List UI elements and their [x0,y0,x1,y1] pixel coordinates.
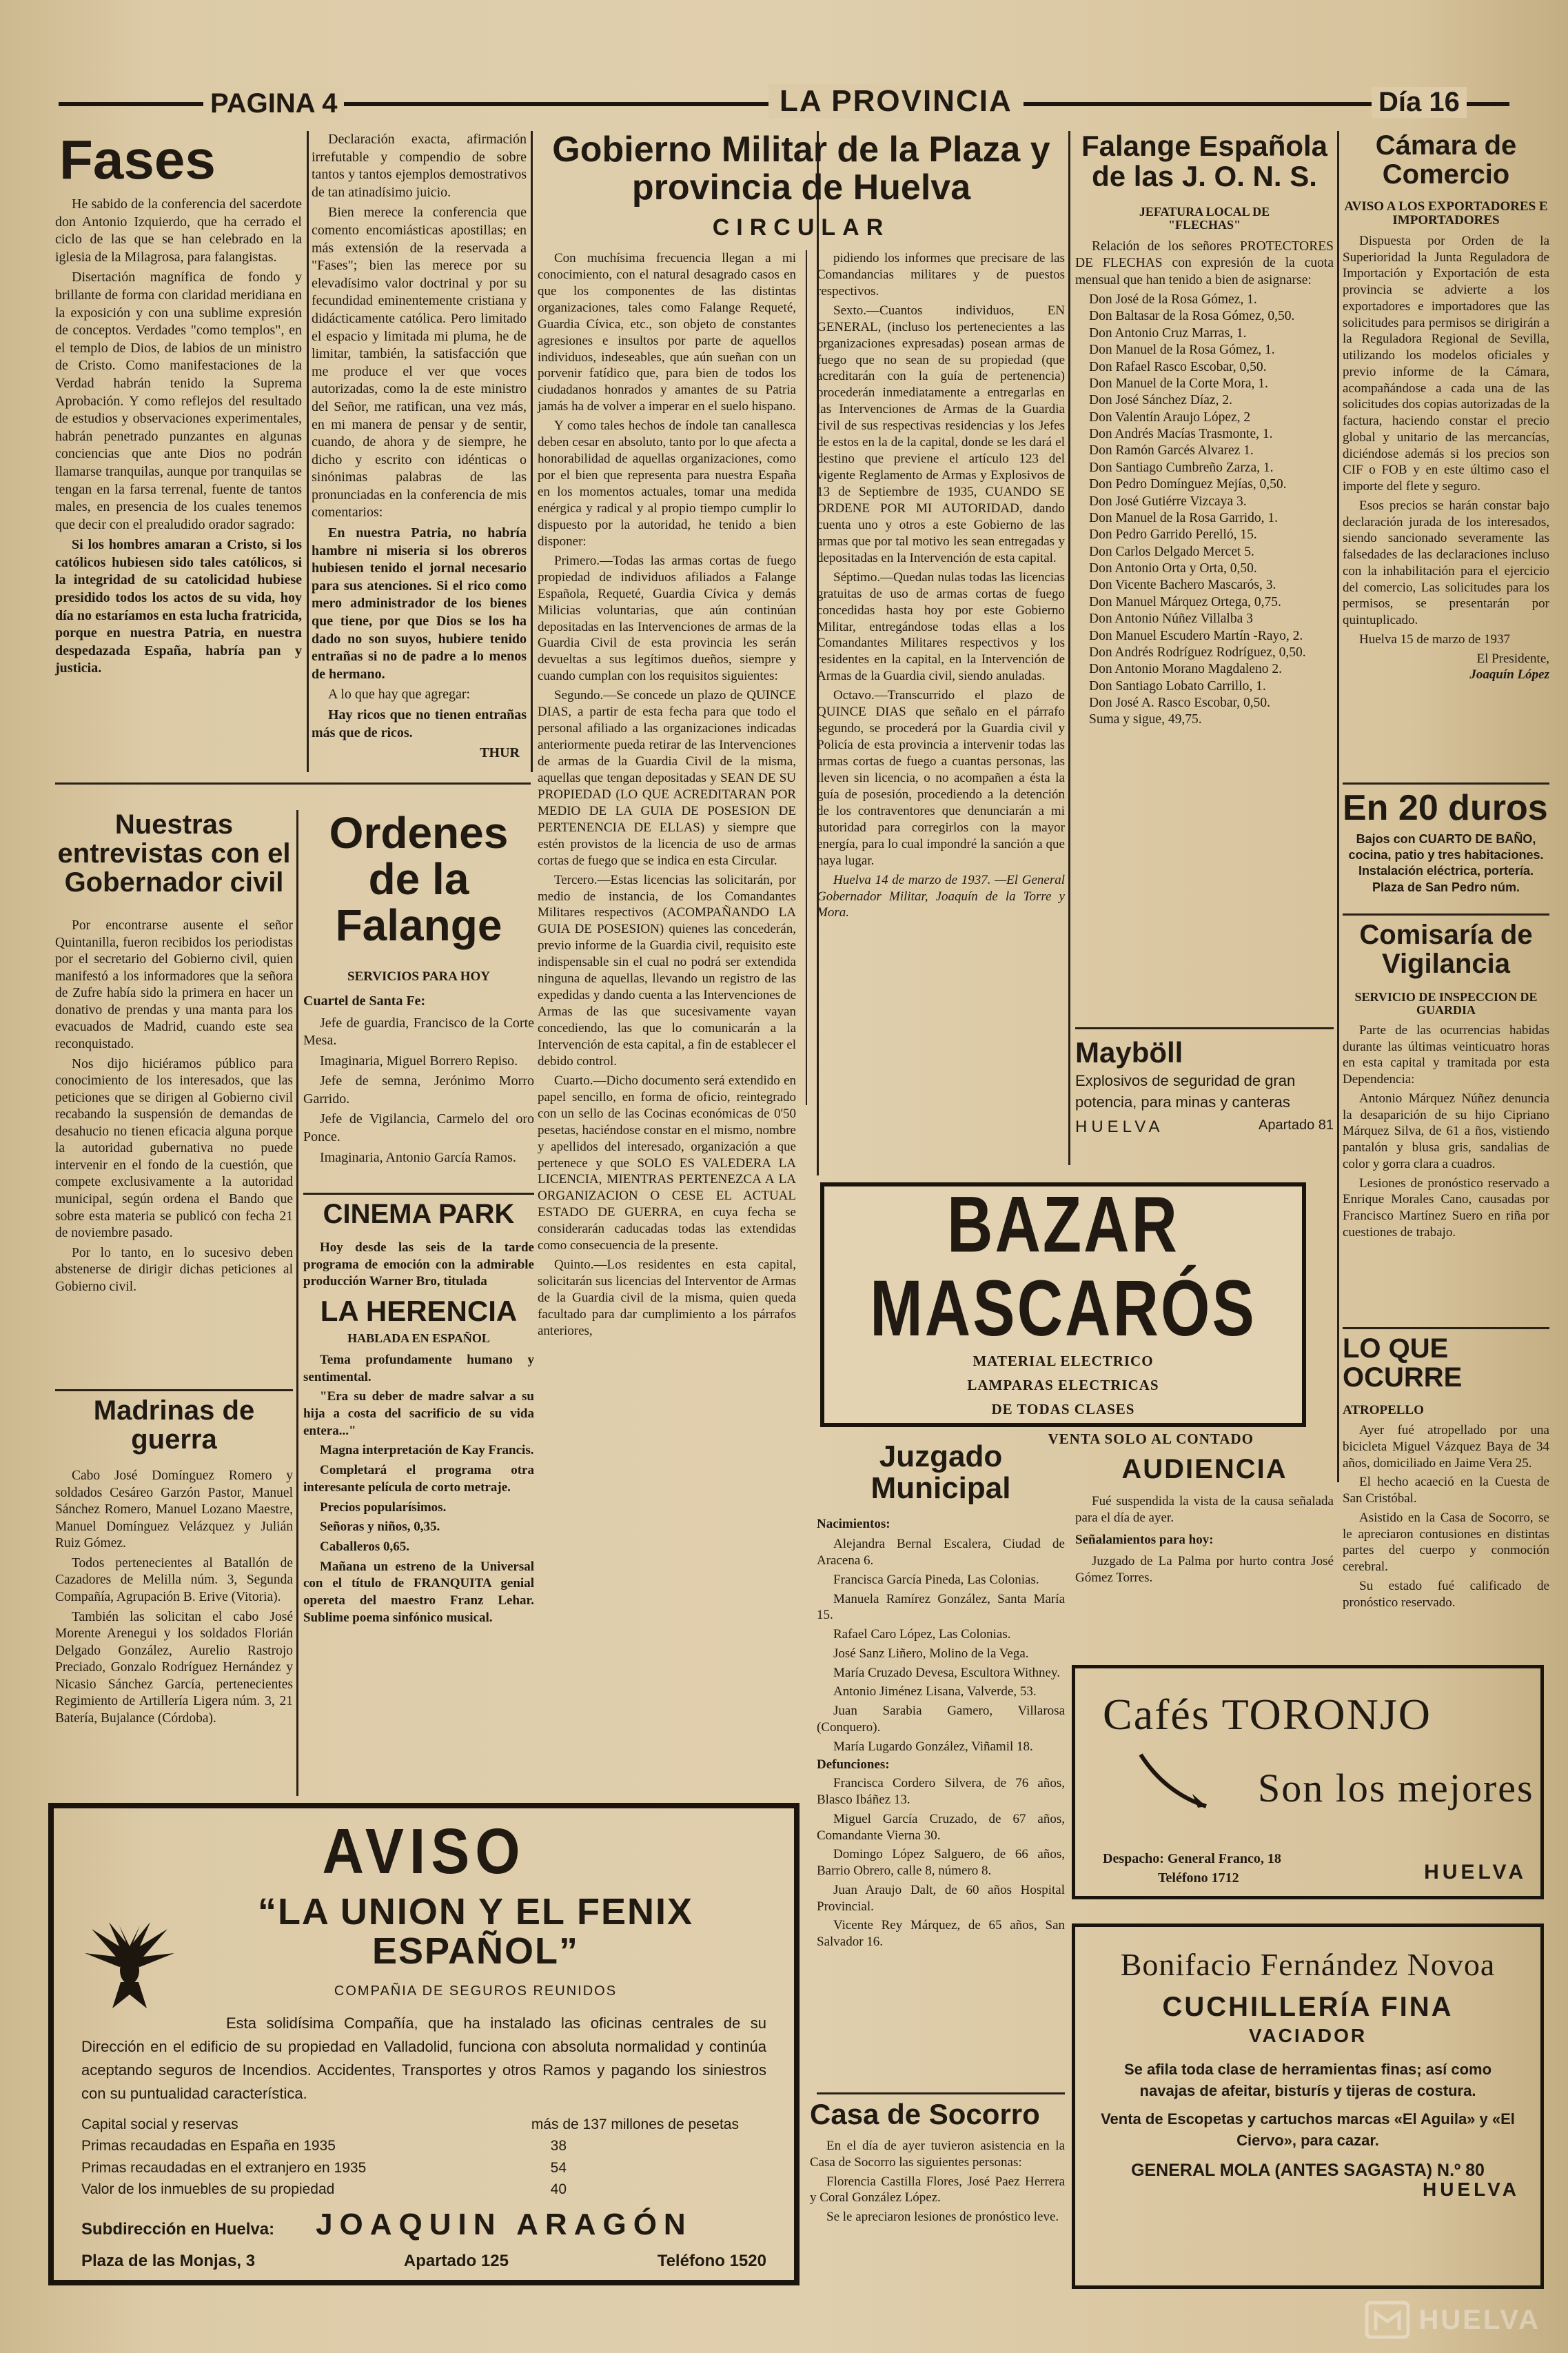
masthead-title: LA PROVINCIA [768,84,1024,119]
aviso-row-label: Primas recaudadas en el extranjero en 1935 [81,2159,367,2176]
cinema-paragraph: Caballeros 0,65. [320,1539,410,1554]
seal-icon [1363,2299,1412,2341]
mayboll-ad [1075,1038,1334,1165]
watermark-text: HUELVA [1418,2304,1540,2335]
audiencia-article [1075,1441,1334,1648]
comisaria-title: Comisaría de Vigilancia [1359,920,1533,979]
madrinas-title: Madrinas de guerra [93,1395,255,1455]
comisaria-paragraph: Antonio Márquez Núñez denuncia la desaparición de su hijo Cipriano Márquez Silva, de 61 a ños, vistiendo pantalón y blusa gris, sandalias de color y gorra clara a cuadros. [1343,1091,1549,1171]
audiencia-paragraph: Fué suspendida la vista de la causa señalada para el día de ayer. [1075,1494,1334,1525]
circular-subtitle: CIRCULAR [712,214,890,241]
fases-bold-paragraph: Si los hombres amaran a Cristo, si los católicos hubiesen sido tales católicos, si la integridad de su catolicidad hubiese presidido todos los actos de su vida, hoy día no estaríamos en esta lucha fratricida, porque en nuestra Patria, en nuestra despedazada España, habría pan y justicia. [55,537,302,676]
bonifacio-text: Se afila toda clase de herramientas finas; así como navajas de afeitar, bisturís y tijeras de costura. [1123,2061,1492,2100]
circular-paragraph: pidiendo los informes que precisare de las Comandancias militares y de puestos respectivos. [817,250,1065,299]
toronjo-slogan: Son los mejores [1258,1766,1534,1810]
list-item: María Lugardo González, Viñamil 18. [833,1739,1033,1754]
ordenes-item: Jefe de Vigilancia, Carmelo del oro Ponce. [303,1111,534,1145]
aviso-row [81,2179,766,2201]
gobierno-col1 [538,250,796,1342]
list-item: Rafael Caro López, Las Colonias. [833,1627,1011,1642]
mayboll-text: Explosivos de seguridad de gran potencia, para minas y canteras [1075,1072,1296,1111]
ordenes-subtitle: SERVICIOS PARA HOY [347,969,490,984]
date-label: Día 16 [1372,87,1467,118]
aviso-row-value: más de 137 millones de pesetas [531,2116,739,2132]
camara-paragraph: Dispuesta por Orden de la Superioridad la Junta Reguladora de Importación y Exportación de esta provincia se advierte a los exportadores e importadores que las solicitudes para permisos se dirigirán a la Reguladora Regional de Sevilla, utilizando los modelos oficiales y previo informe de la Cámara, acompañándose a cada una de las solicitudes dos copias autorizadas de la factura, haciendo constar el precio global y unitario de las mercancías, diciéndose además si los precios son CIF o FOB y en este último caso el importe del flete y seguro. [1343,233,1549,494]
section-rule [817,2092,1065,2094]
cinema-paragraph: Completará el programa otra interesante película de corto metraje. [303,1463,534,1495]
list-item: María Cruzado Devesa, Escultora Withney. [833,1665,1060,1680]
aviso-row-label: Primas recaudadas en España en 1935 [81,2138,336,2154]
cinema-paragraph: Señoras y niños, 0,35. [320,1519,440,1535]
list-item: Don José de la Rosa Gómez, 1. [1089,292,1257,307]
nacimientos-label: Nacimientos: [817,1517,890,1532]
list-item: Don Antonio Cruz Marras, 1. [1089,325,1247,341]
fases-cont-paragraph: Bien merece la conferencia que comento encomiásticas apostillas; en más extensión de la reservada a "Fases"; bien las merece por su elevadísimo valor doctrinal y por su fecundidad eminentemente cristiana y didácticamente católica. Pero limitado el espacio y limitada mi pluma, he de limitar, también, la satisfacción que me produce el ver que voces autorizadas, como la de este ministro del Señor, me ratifican, una vez más, en mi manera de pensar y de sentir, cuando, de ahora y de siempre, he dicho y escrito con idénticas o sinónimas palabras de las pronunciadas en la conferencia de mis comentarios: [312,205,527,521]
circular-paragraph: Segundo.—Se concede un plazo de QUINCE DIAS, a partir de esta fecha para que todo el personal afiliado a las organizaciones indicadas anteriormente pueda retirar de las Intervenciones de armas de la Guardia Civil de la misma, aquellas que tengan depositadas y SEAN DE SU PROPIEDAD (LO QUE ACREDITARAN POR MEDIO DE LA GUIA DE POSESION DE PERTENENCIA DE ELLAS) y siempre que estén provistos de la licencia de uso de armas cortas de fuego que se indica en esta Circular. [538,688,796,868]
circular-paragraph: Séptimo.—Quedan nulas todas las licencias gratuitas de uso de armas cortas de fuego concedidas hasta hoy por este Gobierno Militar, entregándose todas ellas a los Comandantes Militares respectivos y los residentes en la capital, en la Intervención de Armas de la Guardia civil, siendo anuladas. [817,569,1065,684]
camara-date: Huelva 15 de marzo de 1937 [1359,632,1510,647]
entrevistas-paragraph: Nos dijo hiciéramos público para conocimiento de los interesados, que las peticiones que se dirigen al Gobierno civil recabando la suspensión de demandas de desahucio no tienen eficacia alguna porque la autoridad gubernativa no puede intervenir en el fondo de la cuestión, que compete exclusivamente a la autoridad municipal, según ordena el Bando que sobre esta materia se publicó con fecha 21 de noviembre pasado. [55,1056,293,1241]
circular-signature: Huelva 14 de marzo de 1937. —El General Gobernador Militar, Joaquín de la Torre y Mora. [817,872,1065,920]
camara-title: Cámara de Comercio [1375,130,1517,190]
cinema-park-ad [303,1200,534,1806]
socorro-article [810,2099,1065,2289]
list-item: Don Antonio Morano Magdaleno 2. [1089,662,1283,677]
aviso-sub-label: Subdirección en Huelva: [81,2219,275,2239]
masthead [59,84,1509,125]
socorro-paragraph: En el día de ayer tuvieron asistencia en la Casa de Socorro las siguientes personas: [810,2139,1065,2170]
ordenes-item: Imaginaria, Miguel Borrero Repiso. [320,1053,518,1069]
list-item: Don Ramón Garcés Alvarez 1. [1089,443,1254,458]
bonifacio-city: HUELVA [1423,2178,1520,2200]
comisaria-subtitle: SERVICIO DE INSPECCION DE GUARDIA [1354,990,1538,1017]
fases-paragraph: Disertación magnífica de fondo y brillante de forma con claridad meridiana en la exposición y con una sublime expresión de conceptos. Verdades "como templos", en el templo de Dios, de labios de un ministro de Cristo. Como manifestaciones de la Verdad habrán tenido la Suprema Aprobación. Y como reflejos del resultado de estudios y observaciones experimentales, habrán penetrado punzantes en algunas conciencias que ante Dios no podrán llamarse tranquilas, aunque por tranquilas se tengan en la farsa terrenal, fuente de tantos males, en presencia de los cuales tenemos que decir con el prealudido orador sagrado: [55,270,302,532]
circular-paragraph: Sexto.—Cuantos individuos, EN GENERAL, (incluso los pertenecientes a las organizaciones expresadas) posean armas de fuego que no sean de su propiedad (que acreditarán con la guía de pertenencia) procederán inmediatamente a entregarlas en las Intervenciones de Armas de la Guardia civil de sus respectivas residencias y los Jefes de estos en la de la capital, donde se les dará el destino que previene el artículo 123 del vigente Reglamento de Armas y Explosivos de 13 de Septiembre de 1935, CUANDO SE ORDENE POR MI AUTORIDAD, dando cuenta uno y otros a este Gobierno de las armas que por tal motivo les sean entregadas y depositadas en la Intervención de esta capital. [817,303,1065,565]
ordenes-item: Jefe de guardia, Francisco de la Corte Mesa. [303,1015,534,1049]
falange-intro: Relación de los señores PROTECTORES DE FLECHAS con expresión de la cuota mensual que han tenido a bien de asignarse: [1075,239,1334,287]
list-item: Don José A. Rasco Escobar, 0,50. [1089,696,1270,711]
fases-signature: THUR [480,745,520,761]
cinema-title: CINEMA PARK [323,1199,515,1229]
ocurre-paragraph: Ayer fué atropellado por una bicicleta Miguel Vázquez Baya de 34 años, domiciliado en Jaime Vera 25. [1343,1423,1549,1471]
falange-total: Suma y sigue, 49,75. [1089,712,1202,727]
audiencia-label: Señalamientos para hoy: [1075,1532,1214,1547]
mayboll-name: Mayböll [1075,1036,1183,1069]
fases-cont-bold: Hay ricos que no tienen entrañas más que de ricos. [312,707,527,740]
juzgado-article [817,1441,1065,2082]
aviso-sub-name: JOAQUIN ARAGÓN [316,2207,693,2241]
list-item: Don Andrés Rodríguez Rodríguez, 0,50. [1089,645,1306,660]
list-item: Manuela Ramírez González, Santa María 15. [817,1591,1065,1623]
cinema-intro: Hoy desde las seis de la tarde programa de emoción con la admirable producción Warner Bro, titulada [303,1240,534,1289]
aviso-title: AVISO [322,1815,526,1887]
list-item: Don Vicente Bachero Mascarós, 3. [1089,578,1276,593]
section-rule [1075,1027,1334,1029]
entrevistas-paragraph: Por lo tanto, en lo sucesivo deben abstenerse de dirigir dichas peticiones al Gobierno civil. [55,1245,293,1294]
aviso-subtitle: COMPAÑIA DE SEGUROS REUNIDOS [334,1983,618,1999]
aviso-row-value: 38 [550,2138,567,2154]
toronjo-brand: Cafés TORONJO [1103,1690,1432,1739]
list-item: Don Antonio Orta y Orta, 0,50. [1089,561,1257,576]
list-item: Juan Araujo Dalt, de 60 años Hospital Provincial. [817,1882,1065,1914]
ocurre-subtitle: ATROPELLO [1343,1403,1424,1417]
fases-cont-line: A lo que hay que agregar: [328,687,471,703]
aviso-phone: Teléfono 1520 [657,2251,766,2270]
circular-paragraph: Tercero.—Estas licencias las solicitarán, por medio de instancia, de los Comandantes Militares respectivos (ACOMPAÑANDO LA GUIA DE POSESION) quienes las concederán, previo informe de la Guardia civil, requisito este indispensable sin el cual no podrá ser extendida ninguna de aquellas, llevando un registro de las expedidas y dando cuenta a las Intervenciones de Armas de las que sucesivamente vayan concediendo, las que lo comunicarán a la Intervención de esta capital, a fin de establecer el debido control. [538,872,796,1069]
aviso-text: Esta solidísima Compañía, que ha instalado las oficinas centrales de su Dirección en el edificio de su propiedad en Valladolid, funciona con absoluta normalidad y continúa aceptando seguros de Incendios. Accidentes, Transportes y otros Ramos y pagando los siniestros con su puntualidad característica. [81,2014,766,2102]
ocurre-article [1343,1334,1549,1637]
aviso-company: “LA UNION Y EL FENIX ESPAÑOL” [257,1891,694,1972]
fases-title: Fases [59,129,216,190]
list-item: Don Manuel de la Corte Mora, 1. [1089,376,1268,391]
fases-continued [312,131,527,772]
list-item: Don Antonio Núñez Villalba 3 [1089,612,1253,627]
bonifacio-text: Venta de Escopetas y cartuchos marcas «El Aguila» y «El Ciervo», para cazar. [1101,2110,1515,2149]
aviso-table [81,2114,766,2201]
list-item: Don Carlos Delgado Mercet 5. [1089,544,1254,559]
column-rule [1337,131,1339,1482]
cafes-toronjo-ad [1072,1665,1544,1899]
bazar-line: MATERIAL ELECTRICO [973,1353,1154,1370]
list-item: Don Santiago Lobato Carrillo, 1. [1089,678,1266,694]
cinema-film: LA HERENCIA [320,1295,518,1328]
arrow-icon [1137,1751,1220,1813]
circular-paragraph: Primero.—Todas las armas cortas de fuego propiedad de individuos afiliados a Falange Española, Requeté, Guardia Cívica y demás Milicias voluntarias, que aún continúan depositadas en las Intervenciones de armas de la Guardia Civil de esta provincia les serán devueltas a sus legítimos dueños, siempre y cuando cumplan con los requisitos siguientes: [538,553,796,684]
list-item: Miguel García Cruzado, de 67 años, Comandante Vierna 30. [817,1811,1065,1843]
list-item: Vicente Rey Márquez, de 65 años, San Salvador 16. [817,1918,1065,1950]
bonifacio-address: GENERAL MOLA (ANTES SAGASTA) N.º 80 [1131,2160,1485,2180]
aviso-row [81,2114,766,2136]
aviso-row-value: 54 [550,2159,567,2176]
section-rule [55,1389,293,1391]
cinema-hablada: HABLADA EN ESPAÑOL [347,1331,490,1346]
falange-subtitle: JEFATURA LOCAL DE "FLECHAS" [1139,205,1270,232]
aviso-row [81,2135,766,2157]
ocurre-paragraph: Su estado fué calificado de pronóstico reservado. [1343,1578,1549,1610]
aviso-box: Apartado 125 [403,2251,509,2270]
list-item: Don Manuel de la Rosa Garrido, 1. [1089,510,1279,525]
bazar-line: LAMPARAS ELECTRICAS [967,1377,1159,1394]
aviso-row-label: Valor de los inmuebles de su propiedad [81,2181,335,2198]
list-item: Don José Gutiérre Vizcaya 3. [1089,494,1247,509]
comisaria-article [1343,920,1549,1334]
list-item: Alejandra Bernal Escalera, Ciudad de Aracena 6. [817,1537,1065,1568]
madrinas-paragraph: Cabo José Domínguez Romero y soldados Cesáreo Garzón Pastor, Manuel Sánchez Romero, Manuel Lozano Maestre, Manuel Domínguez Velázquez y Julián Ruiz Gómez. [55,1468,293,1551]
bazar-mascaros-ad [820,1181,1306,1448]
section-rule [303,1193,534,1195]
fases-article [55,131,302,772]
madrinas-paragraph: Todos pertenecientes al Batallón de Cazadores de Melilla núm. 3, Segunda Compañía, Agrupación B. Erive (Vitoria). [55,1555,293,1604]
list-item: Antonio Jiménez Lisana, Valverde, 53. [833,1684,1037,1699]
list-item: Don José Sánchez Díaz, 2. [1089,393,1232,408]
list-item: Don Manuel Márquez Ortega, 0,75. [1089,594,1281,609]
circular-paragraph: Quinto.—Los residentes en esta capital, solicitarán sus licencias del Interventor de Armas de la Guardia civil de la misma, quien queda facultado para dar cumplimiento a los párrafos anteriores, [538,1258,796,1338]
bonifacio-line: CUCHILLERÍA FINA [1162,1992,1454,2022]
watermark [1363,2299,1540,2341]
list-item: Don Pedro Domínguez Mejías, 0,50. [1089,477,1287,492]
madrinas-paragraph: También las solicitan el cabo José Morente Arenegui y los soldados Florián Delgado González, Aurelio Rastrojo Preciado, Gonzalo Rodríguez Hernández y Nicasio Sánchez García, pertenecientes Regimiento de Artillería Ligera núm. 3, 21 Batería, Bujalance (Córdoba). [55,1609,293,1726]
list-item: Don Baltasar de la Rosa Gómez, 0,50. [1089,309,1295,324]
list-item: Francisca García Pineda, Las Colonias. [833,1572,1039,1587]
toronjo-address: Despacho: General Franco, 18 [1103,1851,1281,1866]
column-rule [806,250,807,1105]
toronjo-phone: Teléfono 1712 [1158,1870,1239,1886]
fases-cont-bold: En nuestra Patria, no habría hambre ni miseria si los obreros hubiesen tenido el jornal necesario para sus atenciones. Si el rico como mero administrador de los bienes que tiene, por que Dios se los ha dado no son suyos, hubiere tenido entrañas si no de padre a lo menos de hermano. [312,525,527,682]
section-rule [1343,1327,1549,1329]
gobierno-militar-article [538,130,1065,1338]
toronjo-city: HUELVA [1424,1861,1527,1884]
ordenes-article [303,810,534,1186]
camara-subtitle: AVISO A LOS EXPORTADORES E IMPORTADORES [1344,199,1548,228]
ordenes-title: Ordenes de la Falange [329,808,509,951]
socorro-paragraph: Se le apreciaron lesiones de pronóstico leve. [826,2210,1059,2225]
list-item: Don Valentín Araujo López, 2 [1089,410,1251,425]
bazar-title: BAZAR MASCARÓS [870,1181,1256,1353]
cinema-paragraph: Tema profundamente humano y sentimental. [303,1353,534,1384]
section-rule [55,782,531,785]
cinema-paragraph: Precios popularísimos. [320,1499,447,1515]
column-rule [531,131,533,772]
list-item: Domingo López Salguero, de 66 años, Barrio Obrero, calle 8, número 8. [817,1847,1065,1879]
fases-cont-paragraph: Declaración exacta, afirmación irrefutable y compendio de sobre tantos y tantos ejemplos demostrativos de tan atinadísimo juicio. [312,132,527,200]
entrevistas-title: Nuestras entrevistas con el Gobernador civil [57,809,291,898]
duros-title: En 20 duros [1343,788,1548,828]
camara-sign: El Presidente, [1476,651,1549,666]
ordenes-item: Imaginaria, Antonio García Ramos. [320,1149,516,1165]
aviso-row-label: Capital social y reservas [81,2116,238,2132]
list-item: Don Manuel Escudero Martín -Rayo, 2. [1089,628,1303,643]
bonifacio-ad [1072,1923,1544,2289]
socorro-paragraph: Florencia Castilla Flores, José Paez Herrera y Coral González López. [810,2174,1065,2205]
list-item: Don Pedro Garrido Perelló, 15. [1089,527,1257,543]
fases-paragraph: He sabido de la conferencia del sacerdote don Antonio Izquierdo, que ha cerrado el ciclo de las que se han celebrado en la iglesia de la Milagrosa, para falangistas. [55,196,302,265]
comisaria-paragraph: Parte de las ocurrencias habidas durante las últimas veinticuatro horas en esta capital y tramitada por esta Dependencia: [1343,1022,1549,1087]
defunciones-label: Defunciones: [817,1757,890,1773]
aviso-ad [48,1803,800,2285]
ordenes-item: Jefe de semna, Jerónimo Morro Garrido. [303,1073,534,1107]
bonifacio-name: Bonifacio Fernández Novoa [1120,1947,1496,1982]
falange-list [1075,292,1334,711]
falange-flechas-article [1075,131,1334,1020]
list-item: Don Santiago Cumbreño Zarza, 1. [1089,460,1274,475]
ocurre-paragraph: El hecho acaeció en la Cuesta de San Cristóbal. [1343,1475,1549,1506]
entrevistas-article [55,810,293,1396]
audiencia-title: AUDIENCIA [1121,1454,1287,1484]
camara-paragraph: Esos precios se harán constar bajo declaración jurada de los interesados, siendo sancionado severamente las falsedades de las declaraciones incluso con la inhabilitación para el ejercicio del comercio, Las solicitudes para los permisos, se presentarán por quintuplicado. [1343,498,1549,628]
section-rule [1343,913,1549,916]
list-item: Juan Sarabia Gamero, Villarosa (Conquero). [817,1704,1065,1735]
eagle-logo-icon [78,1919,181,2022]
gobierno-title: Gobierno Militar de la Plaza y provincia de Huelva [552,130,1050,208]
bonifacio-line: VACIADOR [1248,2025,1367,2046]
column-rule [296,810,298,1796]
camara-article [1343,131,1549,786]
circular-paragraph: Cuarto.—Dicho documento será extendido en papel sencillo, en forma de oficio, reintegrado con un sello de las Cocinas económicas de 0'50 pesetas, haciéndose constar en el mismo, nombre y apellidos del interesado, organización a que pertenece y que SOLO ES VALEDERA LA LICENCIA, MIENTRAS PERTENEZCA A LA ORGANIZACION O CESE EL ACTUAL ESTADO DE GUERRA, en cuya fecha se considerarán caducadas todas las extendidas como consecuencia de la presente. [538,1073,796,1253]
cinema-paragraph: Magna interpretación de Kay Francis. [320,1443,534,1458]
audiencia-paragraph: Juzgado de La Palma por hurto contra José Gómez Torres. [1075,1554,1334,1585]
fases-body [55,196,302,678]
list-item: Francisca Cordero Silvera, de 76 años, Blasco Ibáñez 13. [817,1776,1065,1808]
list-item: José Sanz Liñero, Molino de la Vega. [833,1646,1029,1661]
duros-text: Bajos con CUARTO DE BAÑO, cocina, patio y tres habitaciones. Instalación eléctrica, portería. Plaza de San Pedro núm. [1348,831,1544,894]
socorro-title: Casa de Socorro [810,2098,1040,2130]
list-item: Don Andrés Macías Trasmonte, 1. [1089,427,1273,442]
list-item: Don Rafael Rasco Escobar, 0,50. [1089,359,1267,374]
cinema-paragraph: "Era su deber de madre salvar a su hija a costa del sacrificio de su vida entera..." [303,1389,534,1438]
ocurre-paragraph: Asistido en la Casa de Socorro, se le apreciaron contusiones en distintas partes del cuerpo y conmoción cerebral. [1343,1510,1549,1574]
madrinas-article [55,1396,293,1799]
ordenes-cuartel: Cuartel de Santa Fe: [303,993,426,1009]
camara-sign: Joaquín López [1469,667,1549,683]
entrevistas-paragraph: Por encontrarse ausente el señor Quintanilla, fueron recibidos los periodistas por el secretario del Gobierno civil, quien manifestó a los informadores que la señora de Zufre había sido la primera en hacer un donativo de prendas y una manta para los evacuados de Madrid, cuando este sea reconquistado. [55,918,293,1051]
aviso-row [81,2157,766,2179]
cinema-paragraph: Mañana un estreno de la Universal con el título de FRANQUITA genial opereta del maestro Franz Lehar. Sublime poema sinfónico musical. [303,1559,534,1625]
column-rule [1068,131,1070,1165]
page-label: PAGINA 4 [203,88,344,119]
circular-paragraph: Con muchísima frecuencia llegan a mi conocimiento, con el natural desagrado casos en que los componentes de las distintas organizaciones, tales como Falange Requeté, Guardia Cívica, etc., son objeto de constantes agresiones e insultos por parte de aquellos individuos, indeseables, que aún sueñan con un porvenir fatídico que, para bien de todos los ciudadanos honrados y amantes de su Patria jamás ha de volver a imperar en el suelo hispano. [538,250,796,414]
comisaria-paragraph: Lesiones de pronóstico reservado a Enrique Morales Cano, causadas por Francisco Martínez Suero en riña por cuestiones de trabajo. [1343,1175,1549,1240]
bazar-line: DE TODAS CLASES [991,1401,1135,1418]
bazar-line: VENTA SOLO AL CONTADO [1048,1431,1254,1448]
column-rule [307,131,309,772]
aviso-row-value: 40 [550,2181,567,2198]
gobierno-col2 [817,250,1065,1342]
aviso-address: Plaza de las Monjas, 3 [81,2251,256,2270]
list-item: Don Manuel de la Rosa Gómez, 1. [1089,343,1275,358]
mayboll-city: HUELVA [1075,1117,1164,1136]
falange-title: Falange Española de las J. O. N. S. [1081,130,1328,193]
circular-paragraph: Y como tales hechos de índole tan canallesca deben cesar en absoluto, tanto por lo que afecta a honorabilidad de aquellas organizaciones, como por el bien que representa para nuestra España en los momentos actuales, tomar una medida enérgica y radical y al propio tiempo cumplir lo dispuesto por la autoridad, he tenido a bien disponer: [538,418,796,549]
juzgado-title: Juzgado Municipal [870,1440,1011,1506]
mayboll-box: Apartado 81 [1259,1117,1334,1133]
ocurre-title: LO QUE OCURRE [1343,1333,1463,1393]
circular-paragraph: Octavo.—Transcurrido el plazo de QUINCE DIAS que señalo en el párrafo segundo, se procederá por la Guardia civil y Policía de esta provincia a intervenir todas las armas cortas de fuego a cuantas personas, las lleven sin licencia, o no acompañen a ésta la guía de posesión, procediendo a la detención de los contraventores que denunciarán a mi autoridad para corregirlos con la mayor energía, para lo cual impondré la sanción a que haya lugar. [817,688,1065,868]
section-rule [1343,782,1549,785]
duros-ad [1343,789,1549,900]
